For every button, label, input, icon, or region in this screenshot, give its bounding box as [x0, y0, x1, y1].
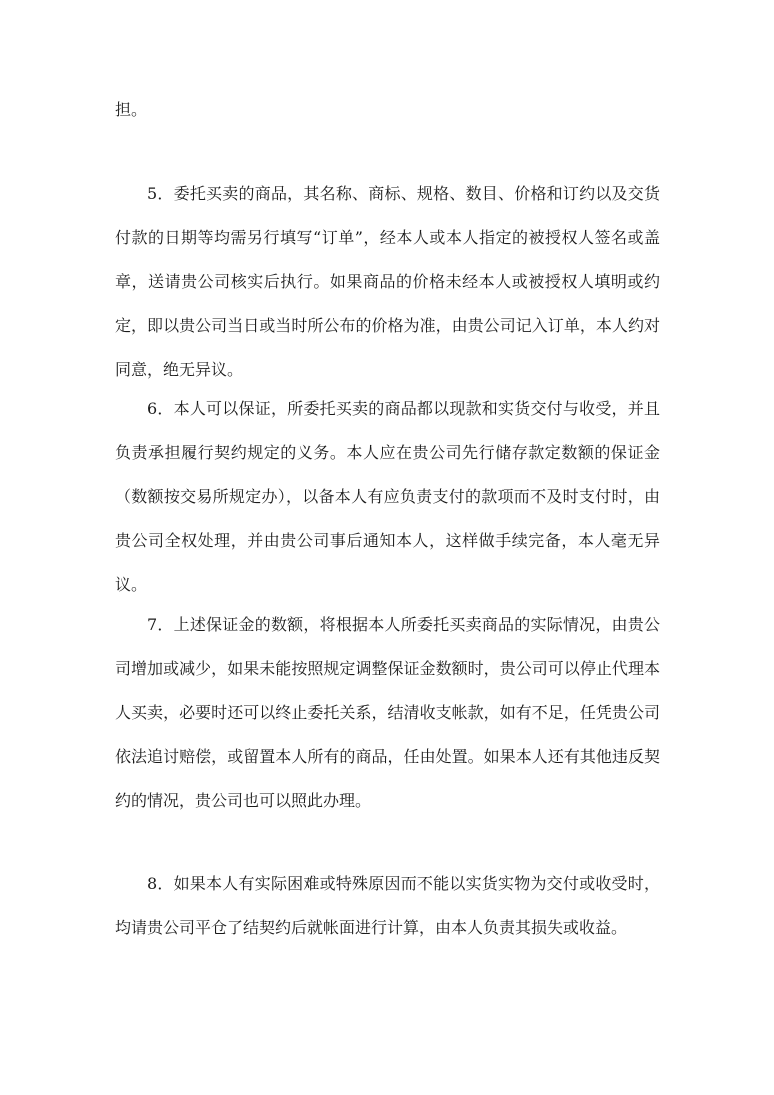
- paragraph-clause-6: [115, 387, 660, 607]
- paragraph-clause-7: [115, 603, 660, 823]
- paragraph-clause-8: [115, 862, 660, 950]
- paragraph-continuation: [115, 88, 660, 132]
- paragraph-text: 6．本人可以保证，所委托买卖的商品都以现款和实货交付与收受，并且负责承担履行契约规定的义务。本人应在贵公司先行储存款定数额的保证金（数额按交易所规定办），以备本人有应负责支付的款项而不及时支付时，由贵公司全权处理，并由贵公司事后通知本人，这样做手续完备，本人毫无异议。: [115, 399, 660, 594]
- paragraph-text: 8．如果本人有实际困难或特殊原因而不能以实货实物为交付或收受时，均请贵公司平仓了结契约后就帐面进行计算，由本人负责其损失或收益。: [115, 874, 660, 937]
- paragraph-text: 5．委托买卖的商品，其名称、商标、规格、数目、价格和订约以及交货付款的日期等均需另行填写“订单”，经本人或本人指定的被授权人签名或盖章，送请贵公司核实后执行。如果商品的价格未经本人或被授权人填明或约定，即以贵公司当日或当时所公布的价格为准，由贵公司记入订单，本人约对同意，绝无异议。: [115, 184, 660, 379]
- paragraph-clause-5: [115, 172, 660, 392]
- paragraph-text: 担。: [115, 100, 148, 119]
- paragraph-text: 7．上述保证金的数额，将根据本人所委托买卖商品的实际情况，由贵公司增加或减少，如果未能按照规定调整保证金数额时，贵公司可以停止代理本人买卖，必要时还可以终止委托关系，结清收支帐款，如有不足，任凭贵公司依法追讨赔偿，或留置本人所有的商品，任由处置。如果本人还有其他违反契约的情况，贵公司也可以照此办理。: [115, 615, 660, 810]
